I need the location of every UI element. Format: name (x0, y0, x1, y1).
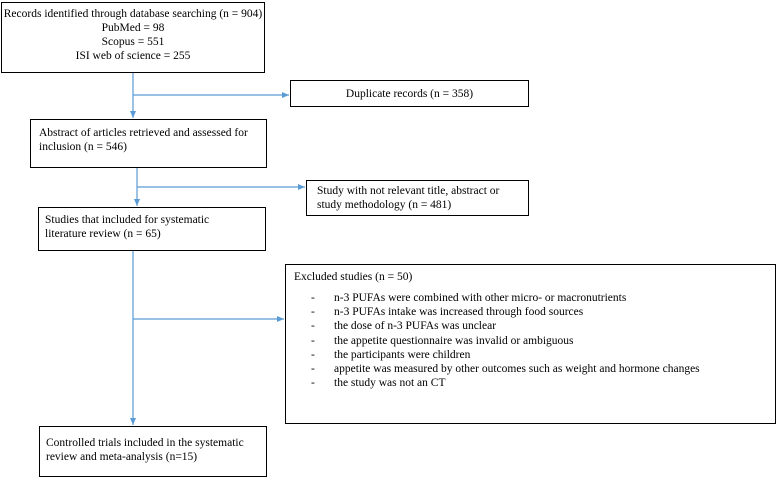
records-scopus: Scopus = 551 (101, 36, 165, 48)
bullet-dash: - (311, 320, 315, 333)
records-title: Records identified through database searching (n = 904) (3, 8, 263, 20)
excluded-reason: appetite was measured by other outcomes such as weight and hormone changes (334, 363, 700, 376)
list-item (311, 362, 775, 376)
not-relevant-line-2: study methodology (n = 481) (317, 199, 452, 211)
bullet-dash: - (311, 348, 315, 361)
records-pubmed: PubMed = 98 (101, 22, 165, 34)
excluded-reason: the participants were children (334, 348, 471, 361)
duplicates-text: Duplicate records (n = 358) (345, 88, 474, 100)
bullet-dash: - (311, 377, 315, 390)
bullet-dash: - (311, 363, 315, 376)
studies-included-box (38, 207, 266, 251)
controlled-trials-box (39, 426, 267, 477)
duplicate-records-box (290, 80, 529, 107)
list-item (311, 319, 775, 333)
excluded-reason: n-3 PUFAs were combined with other micro- or macronutrients (334, 292, 627, 304)
records-identified-box (1, 2, 265, 73)
list-item (311, 334, 775, 348)
excluded-reason: the dose of n-3 PUFAs was unclear (334, 320, 497, 333)
excluded-studies-box (285, 264, 776, 424)
excluded-heading: Excluded studies (n = 50) (294, 271, 413, 283)
list-item (311, 376, 775, 390)
studies-line-2: literature review (n = 65) (45, 228, 161, 240)
not-relevant-box (306, 180, 529, 216)
list-item (311, 305, 775, 319)
excluded-reason: the appetite questionnaire was invalid or ambiguous (334, 334, 574, 347)
abstract-line-1: Abstract of articles retrieved and assessed for (39, 127, 248, 139)
excluded-reasons-list (294, 291, 775, 390)
excluded-reason: the study was not an CT (334, 377, 446, 390)
records-isi: ISI web of science = 255 (75, 50, 191, 62)
controlled-line-2: review and meta-analysis (n=15) (46, 451, 198, 463)
bullet-dash: - (311, 334, 315, 347)
not-relevant-line-1: Study with not relevant title, abstract or (317, 185, 500, 197)
list-item (311, 291, 775, 305)
abstract-line-2: inclusion (n = 546) (39, 141, 127, 153)
bullet-dash: - (311, 292, 315, 304)
bullet-dash: - (311, 306, 315, 319)
list-item (311, 348, 775, 362)
studies-line-1: Studies that included for systematic (45, 214, 210, 226)
excluded-reason: n-3 PUFAs intake was increased through food sources (334, 306, 584, 319)
abstract-assessed-box (30, 119, 267, 168)
controlled-line-1: Controlled trials included in the systematic (46, 437, 244, 449)
